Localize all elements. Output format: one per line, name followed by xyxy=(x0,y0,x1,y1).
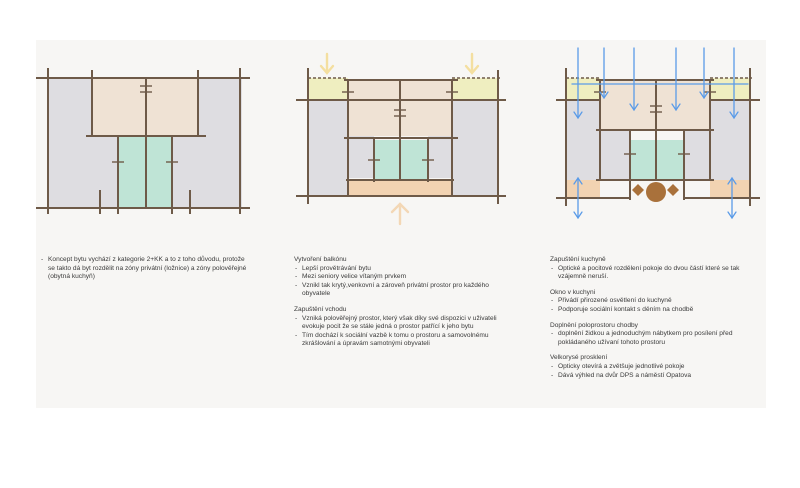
zone-lower-left xyxy=(348,136,374,178)
floor-plan-1 xyxy=(36,68,250,214)
zone-right xyxy=(198,78,242,208)
balcony-right xyxy=(710,78,750,100)
floor-plan-2 xyxy=(296,54,506,224)
panel1-list xyxy=(40,256,248,282)
section-title: Doplnění poloprostoru chodby xyxy=(550,321,638,329)
list-item: - Vznikl tak krytý,venkovní a zároveň privátní prostor pro každého obyvatele xyxy=(294,282,506,299)
list-item: - Opticky otevírá a zvětšuje jednotlivé pokoje xyxy=(550,363,764,372)
list-item: - Podporuje sociální kontakt s děním na chodbě xyxy=(550,306,764,315)
balcony-section xyxy=(294,256,506,299)
balcony-right xyxy=(452,78,498,100)
entrance-recess xyxy=(348,180,452,196)
entrance-left xyxy=(566,180,600,198)
list-item: - Lepší provětrávání bytu xyxy=(294,265,506,274)
section-title: Velkorysé prosklení xyxy=(550,354,608,362)
section-list xyxy=(550,363,764,380)
section-list xyxy=(550,297,764,314)
section-list xyxy=(294,315,506,349)
stool-right xyxy=(667,184,679,196)
section-title: Okno v kuchyni xyxy=(550,288,596,296)
zone-lower-right xyxy=(428,136,452,178)
zone-left xyxy=(566,100,600,180)
zone-left xyxy=(48,78,92,208)
light-arrow-left xyxy=(321,54,333,73)
section-list xyxy=(294,265,506,299)
zone-lower-right xyxy=(684,130,710,180)
entrance-right xyxy=(710,180,750,198)
panel2-notes xyxy=(294,256,506,356)
panel1-notes xyxy=(40,256,248,289)
kitchen-window-section xyxy=(550,289,764,315)
section-title: Zapuštění vchodu xyxy=(294,305,347,313)
kitchen-section xyxy=(550,256,764,282)
table xyxy=(646,182,666,202)
list-item: - Přivádí přirozené osvětlení do kuchyně xyxy=(550,297,764,306)
list-item: - Vzniká polověřejný prostor, který však díky své dispozici v uživateli evokuje pocit že se stále jedná o prostor patřící k jeho bytu xyxy=(294,315,506,332)
zone-lower-left xyxy=(92,136,118,208)
floor-plan-3 xyxy=(556,48,760,218)
corridor-section xyxy=(550,322,764,348)
entrance-section xyxy=(294,306,506,349)
zone-right xyxy=(452,100,498,196)
zone-left xyxy=(308,100,348,196)
list-item: - Dává výhled na dvůr DPS a náměstí Opatova xyxy=(550,372,764,381)
list-item: - Mezi seniory velice vítaným prvkem xyxy=(294,273,506,282)
list-item: - Tím dochází k sociální vazbě k tomu o prostoru a samovolnému zkrášlování a úpravám samotnými obyvateli xyxy=(294,332,506,349)
glazing-section xyxy=(550,354,764,380)
section-title: Vytvoření balkónu xyxy=(294,256,347,263)
furniture xyxy=(632,182,679,202)
section-list xyxy=(550,265,764,282)
list-item: - Koncept bytu vychází z kategorie 2+KK a to z toho důvodu, protože se takto dá byt rozdělit na zóny privátní (ložnice) a zóny polověřejné (obytná kuchyň) xyxy=(40,256,248,282)
zone-lower-left xyxy=(600,130,630,180)
panel3-notes xyxy=(550,256,764,387)
section-list xyxy=(550,330,764,347)
stool-left xyxy=(632,184,644,196)
section-title: Zapuštění kuchyně xyxy=(550,256,606,263)
list-item: - doplnění židkou a jednoduchým nábytkem pro posílení před pokládaného užívaní tohoto prostoru xyxy=(550,330,764,347)
light-arrow-right xyxy=(466,54,478,73)
balcony-left xyxy=(308,78,348,100)
zone-lower-right xyxy=(172,136,198,208)
balcony-left xyxy=(566,78,600,100)
entry-arrow xyxy=(392,204,408,224)
list-item: - Optické a pocitové rozdělení pokoje do dvou částí které se tak vzájemně neruší. xyxy=(550,265,764,282)
